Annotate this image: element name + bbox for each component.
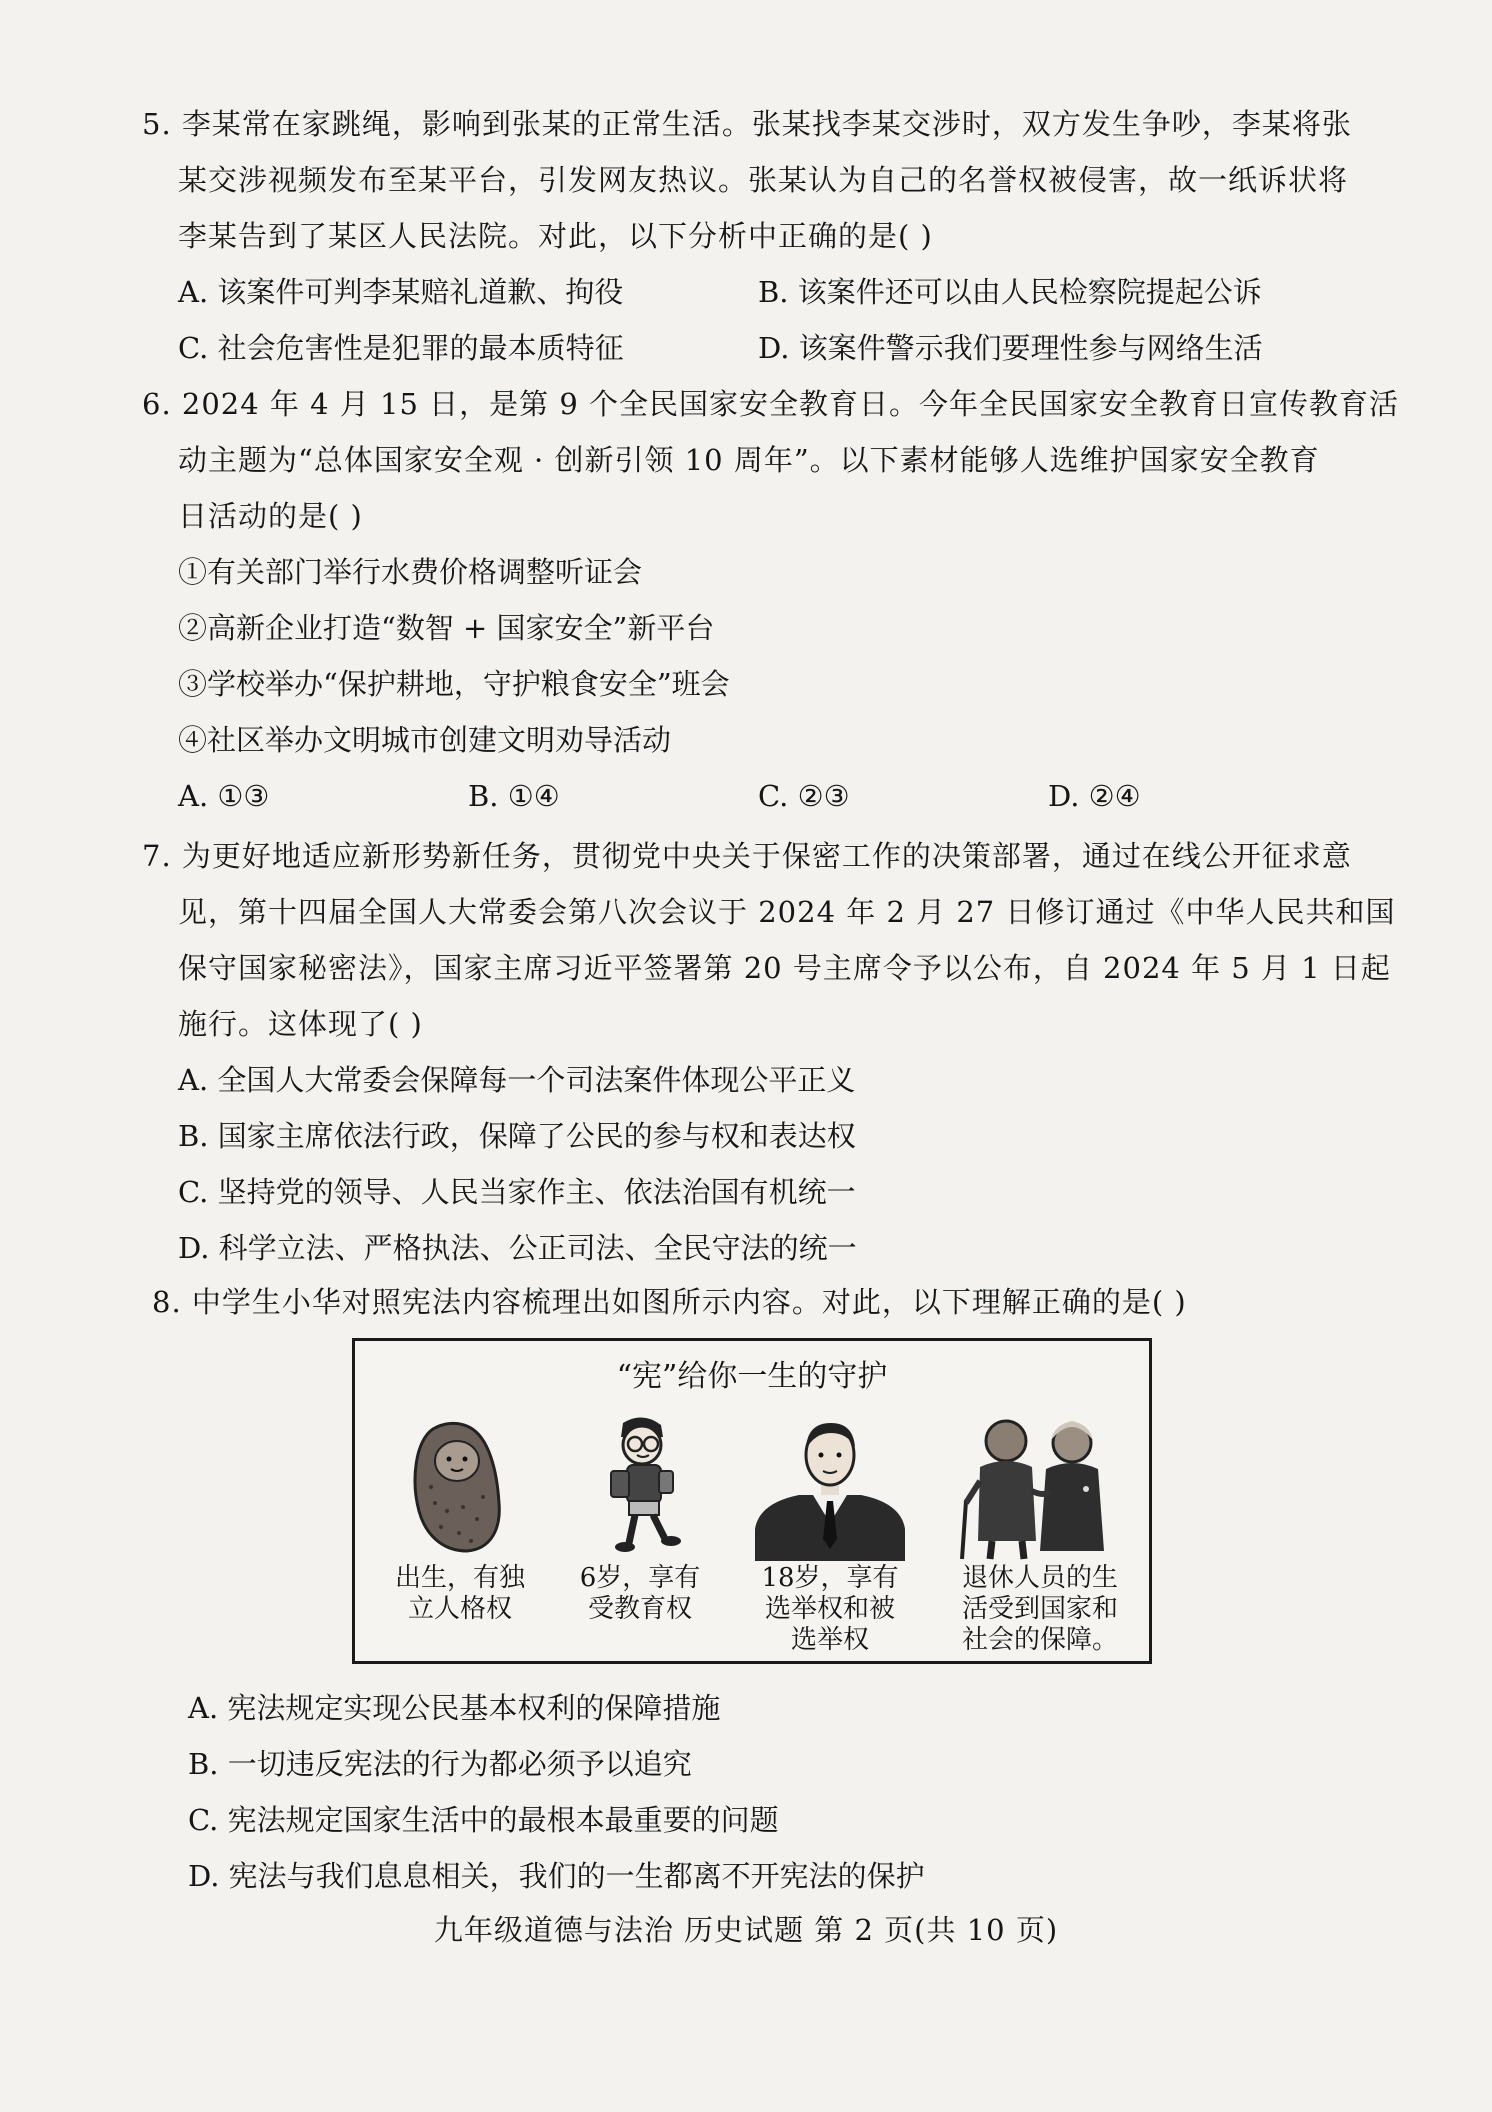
- question-5-options: [178, 264, 1338, 376]
- option-b: B. 该案件还可以由人民检察院提起公诉: [758, 275, 1262, 309]
- question-6-line: 动主题为“总体国家安全观 · 创新引领 10 周年”。以下素材能够人选维护国家安全教育: [178, 443, 1320, 477]
- option-a: A. 全国人大常委会保障每一个司法案件体现公平正义: [178, 1063, 856, 1097]
- stage-caption-birth: 出生，有独 立人格权: [394, 1563, 525, 1624]
- page-footer: 九年级道德与法治 历史试题 第 2 页(共 10 页): [433, 1913, 1059, 1947]
- swaddled-baby-icon: [375, 1411, 545, 1561]
- adult-man-icon: [745, 1411, 915, 1561]
- stage-caption-age-6: 6岁，享有 受教育权: [579, 1563, 701, 1624]
- question-5: [142, 96, 1352, 264]
- option-c: C. 坚持党的领导、人民当家作主、依法治国有机统一: [178, 1175, 856, 1209]
- constitution-figure: [352, 1338, 1152, 1664]
- question-6-options: [178, 768, 1338, 824]
- schoolchild-icon: [555, 1411, 725, 1561]
- option-a: A. ①③: [178, 779, 270, 813]
- question-6-items: [178, 544, 730, 768]
- question-7-line: 见，第十四届全国人大常委会第八次会议于 2024 年 2 月 27 日修订通过《中华人民共和国: [178, 895, 1396, 929]
- question-8-line: 8. 中学生小华对照宪法内容梳理出如图所示内容。对此，以下理解正确的是( ): [152, 1285, 1187, 1319]
- question-5-line: 5. 李某常在家跳绳，影响到张某的正常生活。张某找李某交涉时，双方发生争吵，李某将张: [142, 107, 1352, 141]
- stage-caption-age-18: 18岁，享有 选举权和被 选举权: [761, 1563, 899, 1655]
- question-7-line: 7. 为更好地适应新形势新任务，贯彻党中央关于保密工作的决策部署，通过在线公开征求意: [142, 839, 1352, 873]
- question-6-line: 日活动的是( ): [178, 499, 363, 533]
- elderly-couple-icon: [940, 1411, 1140, 1561]
- question-6: [142, 376, 1400, 544]
- option-a: A. 该案件可判李某赔礼道歉、拘役: [178, 275, 624, 309]
- question-7-options: [178, 1052, 857, 1276]
- question-7-line: 保守国家秘密法》，国家主席习近平签署第 20 号主席令予以公布，自 2024 年 5 月 1 日起: [178, 951, 1391, 985]
- option-b: B. 一切违反宪法的行为都必须予以追究: [188, 1747, 692, 1781]
- option-d: D. ②④: [1048, 779, 1141, 813]
- option-d: D. 宪法与我们息息相关，我们的一生都离不开宪法的保护: [188, 1859, 925, 1893]
- question-8-options: [188, 1680, 925, 1904]
- option-c: C. ②③: [758, 779, 850, 813]
- material-item: ④社区举办文明城市创建文明劝导活动: [178, 723, 672, 757]
- stage-caption-retired: 退休人员的生 活受到国家和 社会的保障。: [961, 1563, 1118, 1655]
- option-c: C. 宪法规定国家生活中的最根本最重要的问题: [188, 1803, 779, 1837]
- question-5-line: 某交涉视频发布至某平台，引发网友热议。张某认为自己的名誉权被侵害，故一纸诉状将: [178, 163, 1349, 197]
- option-b: B. ①④: [468, 779, 560, 813]
- material-item: ①有关部门举行水费价格调整听证会: [178, 555, 643, 589]
- material-item: ③学校举办“保护耕地，守护粮食安全”班会: [178, 667, 730, 701]
- option-a: A. 宪法规定实现公民基本权利的保障措施: [188, 1691, 721, 1725]
- option-c: C. 社会危害性是犯罪的最本质特征: [178, 331, 624, 365]
- option-b: B. 国家主席依法行政，保障了公民的参与权和表达权: [178, 1119, 856, 1153]
- material-item: ②高新企业打造“数智 + 国家安全”新平台: [178, 611, 715, 645]
- figure-title: “宪”给你一生的守护: [616, 1359, 888, 1394]
- option-d: D. 该案件警示我们要理性参与网络生活: [758, 331, 1263, 365]
- question-7: [142, 828, 1396, 1052]
- question-6-line: 6. 2024 年 4 月 15 日，是第 9 个全民国家安全教育日。今年全民国家安全教育日宣传教育活: [142, 387, 1400, 421]
- question-8: [152, 1274, 1342, 1330]
- option-d: D. 科学立法、严格执法、公正司法、全民守法的统一: [178, 1231, 857, 1265]
- question-7-line: 施行。这体现了( ): [178, 1007, 423, 1041]
- question-5-line: 李某告到了某区人民法院。对此，以下分析中正确的是( ): [178, 219, 933, 253]
